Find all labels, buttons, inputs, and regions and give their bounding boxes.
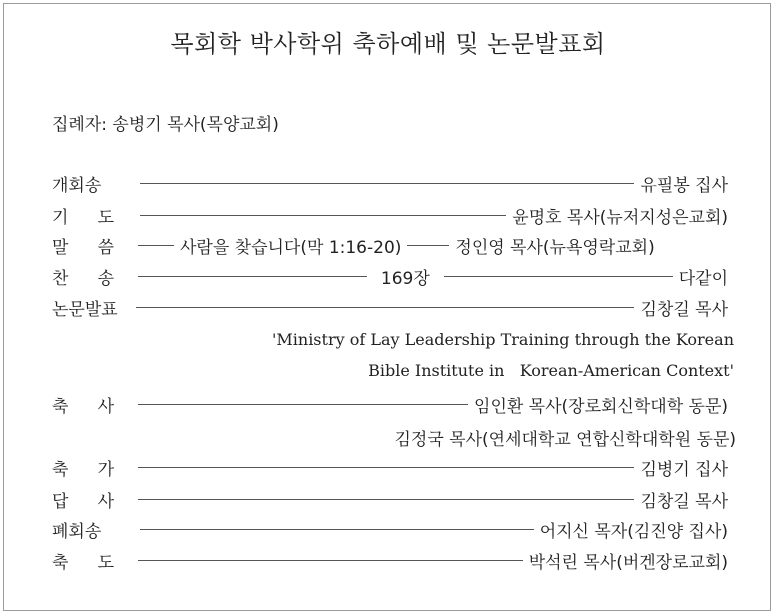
row-label-char: 축 (52, 396, 69, 417)
program-row-thesis-presentation (52, 295, 728, 319)
row-label-char: 말 (52, 237, 69, 258)
leader-line (407, 245, 449, 246)
row-value: 유필봉 집사 (640, 175, 728, 196)
row-label-text: 폐회송 (52, 521, 102, 542)
leader-line (138, 404, 468, 405)
row-label-char: 도 (97, 207, 114, 228)
program-row-congratulatory-address (52, 392, 728, 416)
row-value: 윤명호 목사(뉴저지성은교회) (512, 207, 728, 228)
row-value: 박석린 목사(버겐장로교회) (528, 552, 728, 573)
leader-line (140, 215, 506, 216)
row-label (52, 517, 134, 542)
leader-line (138, 560, 523, 561)
program-row-hymn (52, 264, 728, 288)
program-row-benediction (52, 548, 728, 572)
row-label-char: 가 (97, 459, 114, 480)
row-label-char: 기 (52, 207, 69, 228)
row-label (52, 392, 114, 417)
row-value: 어지신 목자(김진양 집사) (539, 521, 728, 542)
row-label-char: 도 (97, 552, 114, 573)
program-title: 목회학 박사학위 축하예배 및 논문발표회 (170, 30, 606, 58)
row-label (52, 171, 134, 196)
thesis-title-line-2: Bible Institute in Korean-American Context' (368, 361, 734, 380)
row-value: 김병기 집사 (640, 459, 728, 480)
row-value: 정인영 목사(뉴욕영락교회) (455, 237, 655, 258)
program-row-opening-hymn (52, 171, 728, 195)
row-label-text: 개회송 (52, 175, 102, 196)
row-value: 김창길 목사 (640, 299, 728, 320)
leader-line (140, 529, 534, 530)
row-value: 임인환 목사(장로회신학대학 동문) (474, 396, 728, 417)
leader-line (138, 467, 634, 468)
row-label (52, 203, 114, 228)
row-label-text: 논문발표 (52, 299, 118, 320)
row-label-char: 축 (52, 552, 69, 573)
leader-line (140, 183, 634, 184)
row-label (52, 295, 132, 320)
row-value: 다같이 (678, 268, 728, 289)
presider-line: 집례자: 송병기 목사(목양교회) (52, 115, 279, 135)
row-label-char: 찬 (52, 268, 69, 289)
row-label (52, 487, 114, 512)
row-label (52, 233, 114, 258)
leader-line (136, 307, 634, 308)
program-row-prayer (52, 203, 728, 227)
row-label-char: 사 (97, 491, 114, 512)
leader-line (138, 245, 174, 246)
row-label-char: 축 (52, 459, 69, 480)
program-row-sermon (52, 233, 728, 257)
row-value: 김창길 목사 (640, 491, 728, 512)
program-row-response (52, 487, 728, 511)
hymn-number: 169장 (380, 268, 430, 289)
sermon-title: 사람을 찾습니다(막 1:16-20) (180, 237, 402, 258)
row-label-char: 답 (52, 491, 69, 512)
leader-line (138, 276, 367, 277)
program-row-congratulatory-song (52, 455, 728, 479)
row-label-char: 씀 (97, 237, 114, 258)
leader-line (138, 499, 634, 500)
program-row-closing-hymn (52, 517, 728, 541)
row-label-char: 송 (97, 268, 114, 289)
second-congratulatory-speaker: 김정국 목사(연세대학교 연합신학대학원 동문) (394, 430, 736, 450)
row-label-char: 사 (97, 396, 114, 417)
row-label (52, 455, 114, 480)
thesis-title-line-1: 'Ministry of Lay Leadership Training through the Korean (271, 330, 734, 349)
leader-line (444, 276, 673, 277)
row-label (52, 548, 114, 573)
row-label (52, 264, 114, 289)
